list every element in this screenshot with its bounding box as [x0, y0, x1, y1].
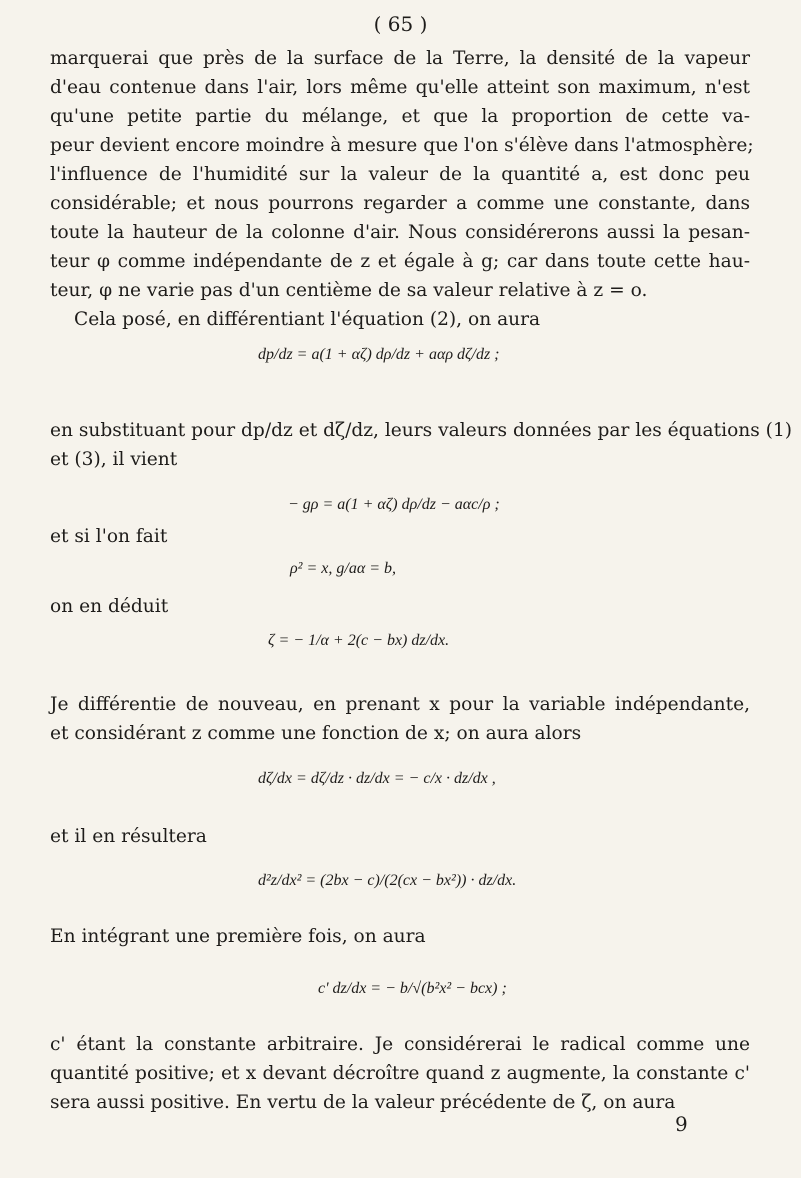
paragraph-5: [50, 1030, 750, 1117]
signature-number: 9: [675, 1112, 688, 1136]
text-line: peur devient encore moindre à mesure que l'on s'élève dans l'atmosphère;: [50, 135, 754, 156]
paragraph-1: [50, 44, 754, 334]
equation-5: dζ/dx = dζ/dz · dz/dx = − c/x · dz/dx ,: [258, 770, 496, 787]
paragraph-2: [50, 416, 793, 474]
text-line: sera aussi positive. En vertu de la valeur précédente de ζ, on aura: [50, 1092, 676, 1113]
label-si-lon-fait: et si l'on fait: [50, 526, 168, 547]
label-il-en-resultera: et il en résultera: [50, 826, 207, 847]
equation-7: c' dz/dx = − b/√(b²x² − bcx) ;: [318, 980, 507, 997]
page-number: ( 65 ): [373, 12, 428, 36]
equation-2: − gρ = a(1 + αζ) dρ/dz − aαc/ρ ;: [288, 496, 500, 513]
text-line: marquerai que près de la surface de la Terre, la densité de la vapeur: [50, 48, 750, 69]
equation-1: dp/dz = a(1 + αζ) dρ/dz + aαρ dζ/dz ;: [258, 346, 500, 363]
text-line: teur φ comme indépendante de z et égale à g; car dans toute cette hau-: [50, 251, 750, 272]
text-line: considérable; et nous pourrons regarder a comme une constante, dans: [50, 193, 750, 214]
text-line: teur, φ ne varie pas d'un centième de sa valeur relative à z = o.: [50, 280, 648, 301]
text-line: Je différentie de nouveau, en prenant x pour la variable indépendante,: [50, 694, 750, 715]
text-line: En intégrant une première fois, on aura: [50, 926, 426, 947]
text-line: c' étant la constante arbitraire. Je considérerai le radical comme une: [50, 1034, 750, 1055]
text-line: d'eau contenue dans l'air, lors même qu'elle atteint son maximum, n'est: [50, 77, 750, 98]
paragraph-3: [50, 690, 750, 748]
equation-4: ζ = − 1/α + 2(c − bx) dz/dx.: [268, 632, 450, 649]
text-line: quantité positive; et x devant décroître quand z augmente, la constante c': [50, 1063, 750, 1084]
label-on-en-deduit: on en déduit: [50, 596, 169, 617]
text-line: et (3), il vient: [50, 449, 178, 470]
text-line: et considérant z comme une fonction de x; on aura alors: [50, 723, 582, 744]
paragraph-4: [50, 922, 750, 951]
equation-6: d²z/dx² = (2bx − c)/(2(cx − bx²)) · dz/dx.: [258, 872, 517, 889]
text-line: Cela posé, en différentiant l'équation (2), on aura: [74, 309, 541, 330]
equation-3: ρ² = x, g/aα = b,: [290, 560, 397, 577]
text-line: toute la hauteur de la colonne d'air. Nous considérerons aussi la pesan-: [50, 222, 750, 243]
text-line: qu'une petite partie du mélange, et que la proportion de cette va-: [50, 106, 750, 127]
text-line: l'influence de l'humidité sur la valeur de la quantité a, est donc peu: [50, 164, 750, 185]
text-line: en substituant pour dp/dz et dζ/dz, leurs valeurs données par les équations (1): [50, 420, 793, 441]
